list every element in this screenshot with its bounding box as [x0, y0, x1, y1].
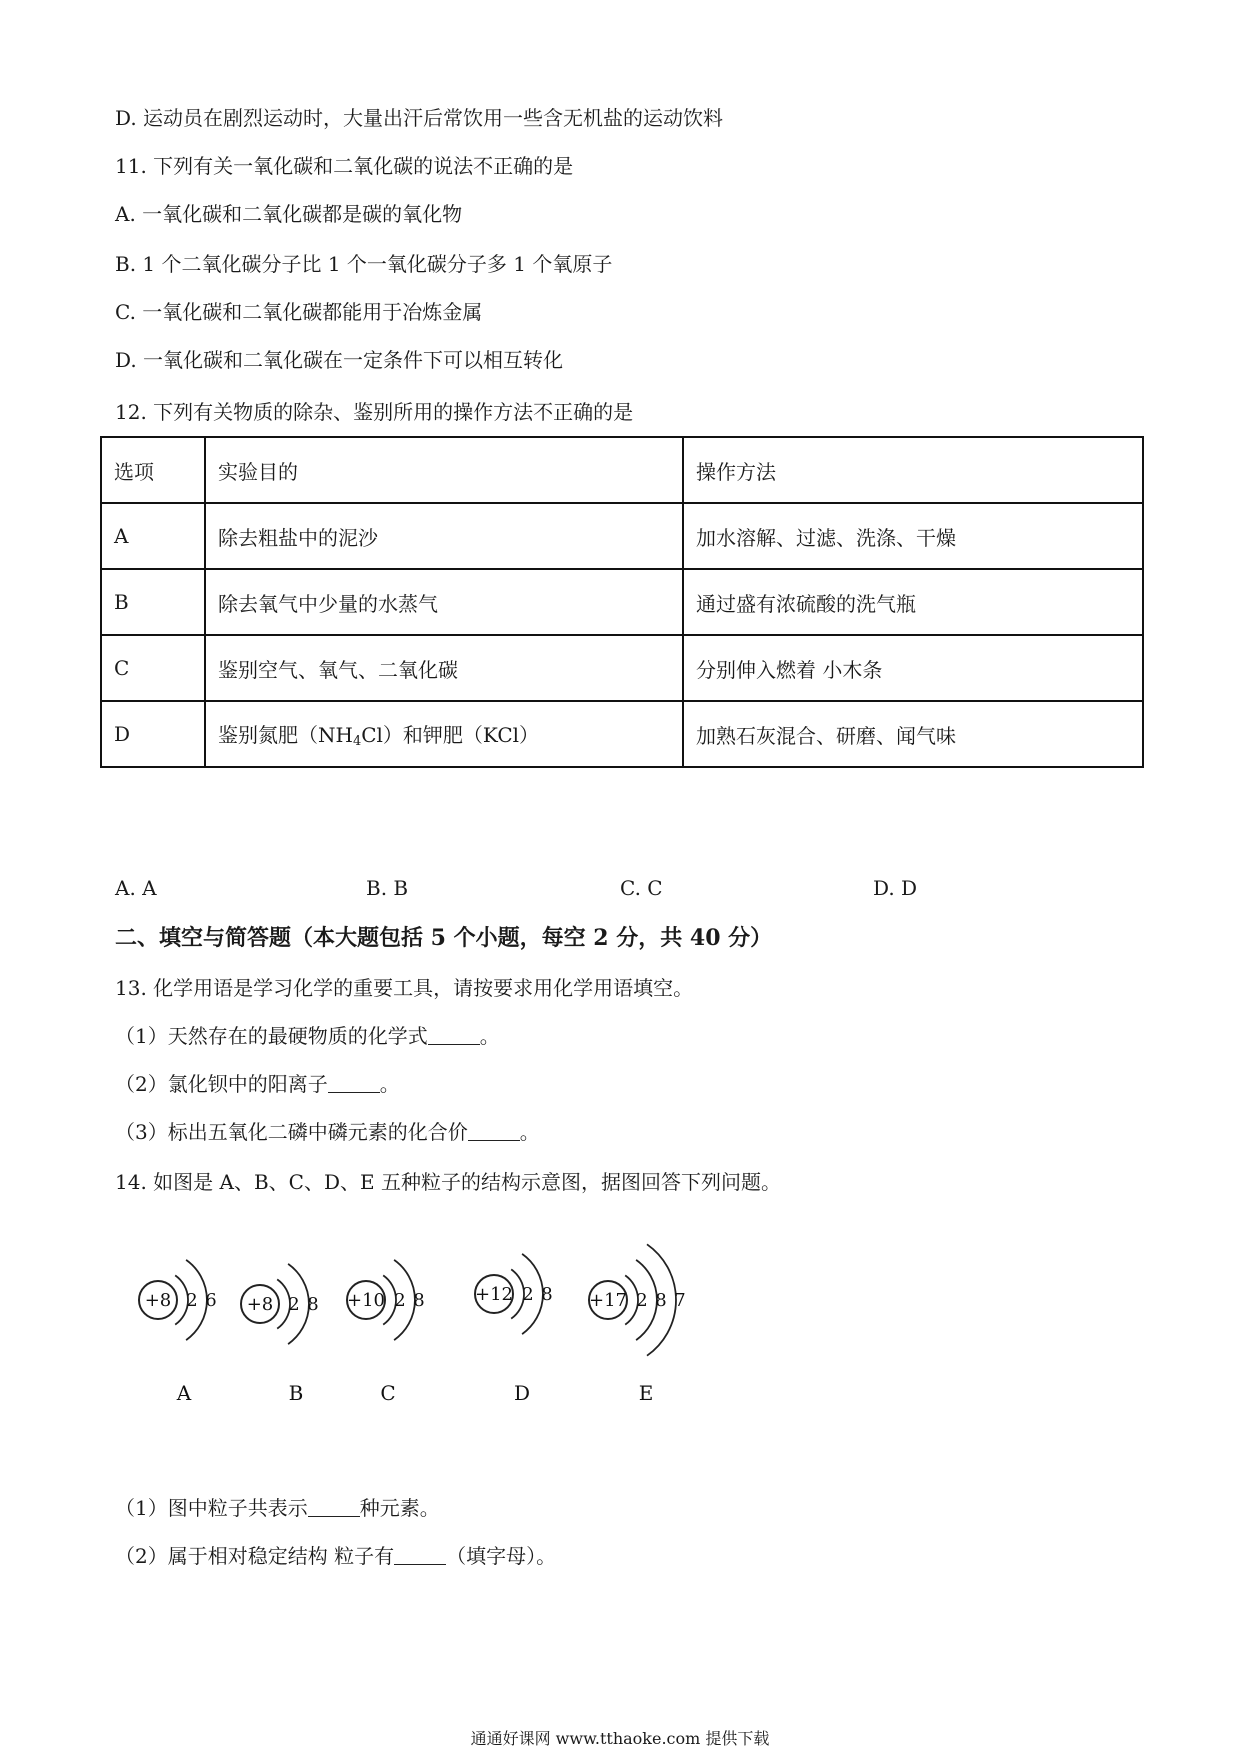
shell-electron-count: 2 — [636, 1290, 648, 1311]
answer-blank[interactable] — [468, 1122, 520, 1141]
particle-E — [589, 1244, 686, 1405]
q12-choice-a: A. A — [115, 876, 157, 900]
row-option: B — [101, 569, 205, 635]
section-title: 二、填空与简答题（本大题包括 5 个小题，每空 2 分，共 40 分） — [115, 925, 773, 951]
header-option: 选项 — [101, 437, 205, 503]
header-method: 操作方法 — [683, 437, 1143, 503]
q11-option-c: C. 一氧化碳和二氧化碳都能用于冶炼金属 — [115, 300, 483, 324]
answer-blank[interactable] — [428, 1026, 480, 1045]
row-option: C — [101, 635, 205, 701]
q11-option-a: A. 一氧化碳和二氧化碳都是碳的氧化物 — [115, 202, 463, 226]
particle-C — [347, 1260, 425, 1405]
q13-part-2: （2）氯化钡中的阳离子 。 — [115, 1072, 400, 1096]
q12-choice-c: C. C — [620, 876, 663, 900]
nucleus-charge: +8 — [246, 1294, 274, 1315]
particle-label: E — [638, 1381, 654, 1405]
row-method: 通过盛有浓硫酸的洗气瓶 — [683, 569, 1143, 635]
q14-stem: 14. 如图是 A、B、C、D、E 五种粒子的结构示意图，据图回答下列问题。 — [115, 1170, 781, 1194]
q12-choice-b: B. B — [366, 876, 409, 900]
shell-electron-count: 2 — [522, 1284, 534, 1305]
q12-stem: 12. 下列有关物质的除杂、鉴别所用的操作方法不正确的是 — [115, 400, 634, 424]
table-header-row — [101, 437, 1143, 503]
nucleus-charge: +17 — [589, 1290, 627, 1311]
row-purpose: 除去氧气中少量的水蒸气 — [205, 569, 683, 635]
particle-label: D — [513, 1381, 531, 1405]
q14-part-1: （1）图中粒子共表示 种元素。 — [115, 1496, 440, 1520]
nucleus-charge: +8 — [144, 1290, 172, 1311]
row-purpose: 除去粗盐中的泥沙 — [205, 503, 683, 569]
q14-part-2: （2）属于相对稳定结构 粒子有 （填字母）。 — [115, 1544, 557, 1568]
particle-label: A — [176, 1381, 192, 1405]
row-method: 加水溶解、过滤、洗涤、干燥 — [683, 503, 1143, 569]
row-option: A — [101, 503, 205, 569]
shell-electron-count: 8 — [541, 1284, 553, 1305]
particle-label: C — [380, 1381, 396, 1405]
shell-electron-count: 2 — [186, 1290, 198, 1311]
row-purpose: 鉴别氮肥$(NH_4Cl)$和钾肥（KCl） — [205, 701, 683, 767]
q13-part-1: （1）天然存在的最硬物质的化学式 。 — [115, 1024, 500, 1048]
nucleus-charge: +10 — [347, 1290, 385, 1311]
row-method: 加熟石灰混合、研磨、闻气味 — [683, 701, 1143, 767]
shell-electron-count: 8 — [655, 1290, 667, 1311]
shell-electron-count: 2 — [394, 1290, 406, 1311]
q12-table — [100, 436, 1144, 768]
q12-choice-d: D. D — [873, 876, 918, 900]
particle-D — [475, 1254, 553, 1405]
row-purpose: 鉴别空气、氧气、二氧化碳 — [205, 635, 683, 701]
row-method: 分别伸入燃着 小木条 — [683, 635, 1143, 701]
table-row — [101, 701, 1143, 767]
answer-blank[interactable] — [328, 1074, 380, 1093]
nucleus-charge: +12 — [475, 1284, 513, 1305]
q13-part-3: （3）标出五氧化二磷中磷元素的化合价 。 — [115, 1120, 540, 1144]
shell-electron-count: 8 — [307, 1294, 319, 1315]
q10-option-d: D. 运动员在剧烈运动时，大量出汗后常饮用一些含无机盐的运动饮料 — [115, 106, 724, 130]
answer-blank[interactable] — [308, 1498, 360, 1517]
q13-stem: 13. 化学用语是学习化学的重要工具，请按要求用化学用语填空。 — [115, 976, 694, 1000]
row-option: D — [101, 701, 205, 767]
q11-stem: 11. 下列有关一氧化碳和二氧化碳的说法不正确的是 — [115, 154, 574, 178]
particle-B — [241, 1264, 319, 1405]
page-footer: 通通好课网 www.tthaoke.com 提供下载 — [470, 1729, 770, 1748]
table-row — [101, 503, 1143, 569]
shell-electron-count: 7 — [674, 1290, 686, 1311]
particle-label: B — [288, 1381, 304, 1405]
shell-electron-count: 6 — [205, 1290, 217, 1311]
shell-electron-count: 2 — [288, 1294, 300, 1315]
table-row — [101, 569, 1143, 635]
q11-option-d: D. 一氧化碳和二氧化碳在一定条件下可以相互转化 — [115, 348, 564, 372]
shell-electron-count: 8 — [413, 1290, 425, 1311]
atom-structure-diagram — [120, 1220, 740, 1430]
answer-blank[interactable] — [394, 1546, 446, 1565]
table-row — [101, 635, 1143, 701]
q11-option-b: B. 1 个二氧化碳分子比 1 个一氧化碳分子多 1 个氧原子 — [115, 252, 613, 276]
particle-A — [139, 1260, 217, 1405]
header-purpose: 实验目的 — [205, 437, 683, 503]
